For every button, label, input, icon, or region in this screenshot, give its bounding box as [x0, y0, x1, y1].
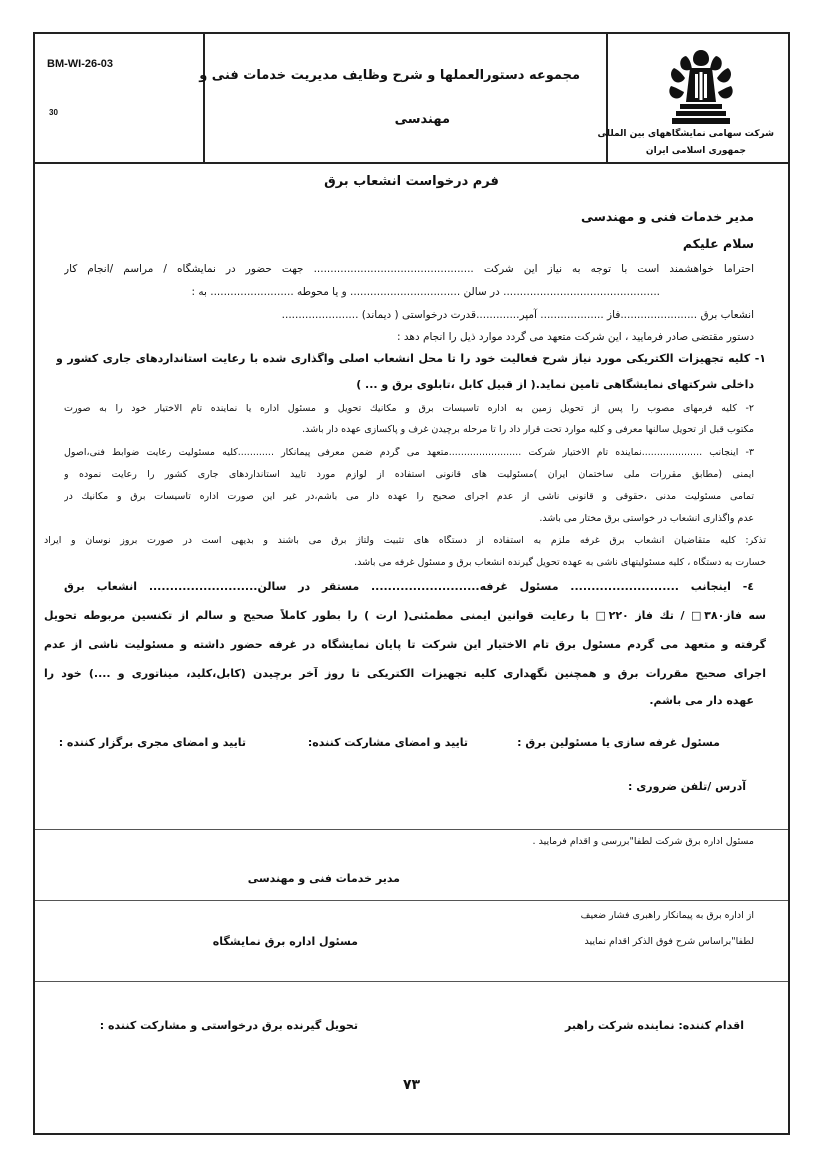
booth-manager-signature-label: مسئول غرفه سازی يا مسئولين برق :	[517, 736, 720, 749]
form-title: فرم درخواست انشعاب برق	[324, 174, 499, 189]
divider-1	[35, 829, 788, 830]
company-name-line2: جمهوری اسلامی ايران	[645, 146, 746, 156]
item4-line-4: اجرای صحيح مقررات برق و همچنين نگهداری كليه تجهيزات الكتريكی تا روز آخر برچيدن (كابل،كليد، ميناتوری و ....) خود را	[44, 667, 766, 680]
section4-receiver: تحويل گيرنده برق درخواستی و مشاركت كننده :	[99, 1019, 358, 1032]
header-logo-cell	[597, 34, 788, 162]
document-header	[35, 34, 788, 164]
item3-line-4: عدم واگذاری انشعاب در خواستی برق مختار می باشد.	[539, 513, 754, 524]
intro-line-2: ............................................... در سالن ................................. و يا محوطه ......................... به :	[191, 286, 660, 298]
section2-manager-title: مدير خدمات فنی و مهندسی	[247, 872, 400, 885]
note-line-2: خسارت به دستگاه ، كليه مسئوليتهای ناشی به عهده تحويل گيرنده انشعاب برق و مسئول غرفه می باشد.	[354, 557, 766, 568]
divider-3	[35, 981, 788, 982]
greeting: سلام عليكم	[682, 236, 754, 251]
item3-line-2: ايمنی (مطابق مقررات ملی ساختمان ايران )مسئوليت های قانونی استفاده از لوازم مورد تاييد استانداردهای جاری كشور را رعايت نموده و	[64, 469, 754, 480]
page-number: ٧٣	[402, 1077, 421, 1093]
company-logo-icon	[666, 44, 736, 128]
item4-line-2: سه فاز٣٨٠□ / تك فاز ٢٢٠□ با رعايت قوانين ايمنی مطمئنی( ارت ) را بطور كاملاً صحيح و سالم از تكنسين مربوطه تحويل	[44, 609, 766, 622]
participant-signature-label: تاييد و امضای مشاركت كننده:	[307, 736, 468, 749]
item2-line-1: ٢- كليه فرمهای مصوب را پس از تحويل زمين به اداره تاسيسات برق و مكانيك تحويل و مسئول اداره يا نماينده تام الاختيار خود را به صورت	[64, 403, 754, 414]
header-code-cell	[35, 34, 205, 162]
item4-line-3: گرفته و متعهد می گردم مسئول برق تام الاختيار اين شركت تا پايان نمايشگاه در غرفه حضور داشته و مسئوليت ناشی از عدم	[44, 638, 766, 651]
header-title-cell	[199, 34, 608, 162]
company-name-line1: شركت سهامی نمايشگاههای بين المللی	[597, 129, 774, 139]
section3-line2: لطفا"براساس شرح فوق الذكر اقدام نماييد	[584, 936, 754, 947]
document-title-line2: مهندسی	[394, 112, 450, 127]
item4-line-5: عهده دار می باشم.	[649, 694, 754, 707]
intro-line-4: دستور مقتضی صادر فرماييد ، اين شركت متعهد می گردد موارد ذيل را انجام دهد :	[397, 331, 754, 343]
item3-line-3: تمامی مسئوليت مدنی ،حقوقی و قانونی ناشی از عدم اجرای صحيح را عهده دار می باشم،در غير اين صورت اداره تاسيسات برق و مكانيك در	[64, 491, 754, 502]
address-phone-label: آدرس /تلفن ضروری :	[628, 780, 746, 793]
section3-line1: از اداره برق به پيمانكار راهبری فشار ضعيف	[580, 910, 754, 921]
document-title-line1: مجموعه دستورالعملها و شرح وظايف مديريت خدمات فنی و	[199, 68, 580, 83]
note-line-1: تذكر: كليه متقاضيان انشعاب برق غرفه ملزم به استفاده از دستگاه های تثبيت ولتاژ برق می باشند و بديهی است در صورت بروز نوسان و ايراد	[44, 535, 766, 546]
addressee: مدير خدمات فنی و مهندسی	[580, 209, 754, 224]
item2-line-2: مكتوب قبل از تحويل سالنها معرفی و كليه موارد تحت قرار داد را تا مرحله برچيدن غرف و پاكسازی عهده دار باشد.	[302, 424, 754, 435]
section3-signer: مسئول اداره برق نمايشگاه	[212, 935, 358, 948]
header-page-number: 30	[49, 108, 58, 117]
divider-2	[35, 900, 788, 901]
page-frame	[33, 32, 790, 1135]
item1-line-2: داخلی شركتهای نمايشگاهی تامين نمايد.( از قبيل كابل ،تابلوی برق و ... )	[356, 378, 754, 391]
item1-line-1: ١- كليه تجهيزات الكتريكی مورد نياز شرح فعاليت خود را تا محل انشعاب اصلی واگذاری شده با رعايت استانداردهای جاری كشور و	[56, 352, 766, 365]
intro-line-1: احتراما خواهشمند است با توجه به نياز اين شركت ................................................ جهت حضور در نمايشگاه / مراسم /انجام كار	[64, 263, 754, 275]
intro-line-3: انشعاب برق .......................فاز ................... آمپر.............قدرت درخواستی ( ديماند) .......................	[281, 309, 754, 321]
document-code: BM-WI-26-03	[47, 58, 114, 70]
organizer-signature-label: تاييد و امضای مجری برگزار كننده :	[58, 736, 246, 749]
item3-line-1: ٣- اينجانب ....................نماينده تام الاختيار شركت ........................متعهد می گردم ضمن معرفی پيمانكار ............كليه مسئوليت رعايت ضوابط فنی،اصول	[64, 447, 754, 458]
section2-request: مسئول اداره برق شركت لطفا"بررسی و اقدام فرماييد .	[532, 836, 754, 847]
item4-line-1: ٤- اينجانب .......................... مسئول غرفه.......................... مستقر در سالن.......................... انشعاب برق	[64, 580, 754, 593]
section4-executor: اقدام كننده: نماينده شركت راهبر	[565, 1019, 744, 1032]
